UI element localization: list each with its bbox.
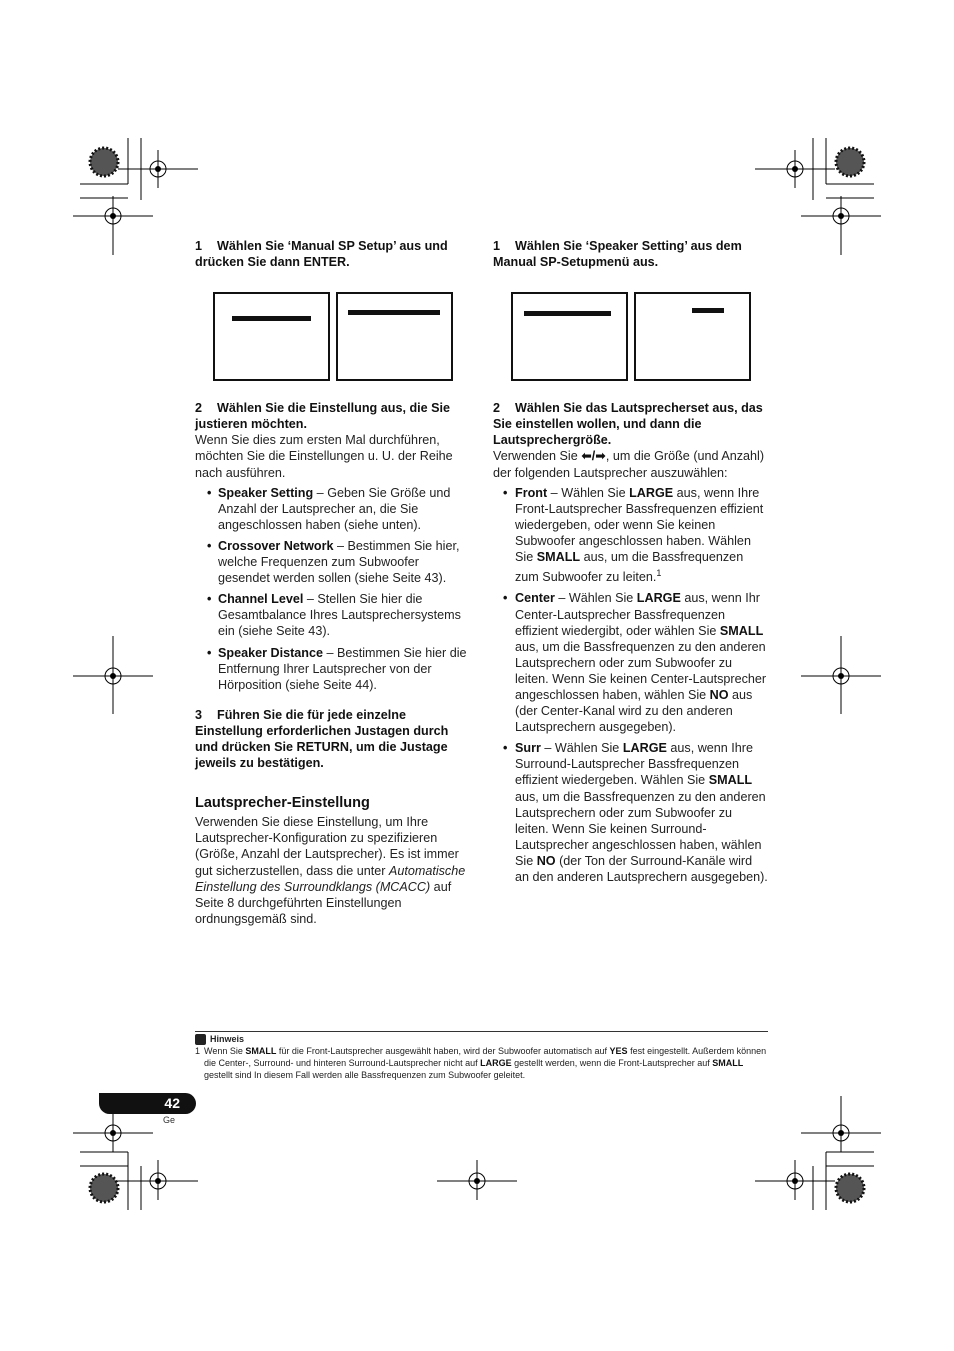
step-text: Führen Sie die für jede einzelne Einstellung erforderlichen Justagen durch und drücken Sie RETURN, um die Justage jeweils zu bestätigen.	[195, 707, 449, 771]
screen-display	[213, 292, 330, 381]
list-item	[195, 485, 470, 533]
language-code: Ge	[163, 1115, 176, 1125]
bold-term: SMALL	[719, 623, 764, 638]
footnote-number: 1	[195, 1046, 201, 1056]
bold-term: LARGE	[636, 591, 681, 606]
list-item	[195, 591, 470, 639]
step-text: Wählen Sie die Einstellung aus, die Sie justieren möchten.	[195, 401, 451, 432]
bullet-text: – Bestimmen Sie hier die Entfernung Ihrer Lautsprecher von der Hörposition (siehe Seite 44).	[218, 645, 467, 692]
right-step-1	[493, 238, 768, 270]
step-number: 2	[493, 401, 501, 416]
highlight-bar	[232, 316, 311, 321]
list-item	[493, 590, 768, 735]
bold-term: YES	[609, 1046, 628, 1056]
body-text: aus, wenn Ihr Center-Lautsprecher Bassfrequenzen effizient wiedergibt, oder wählen Sie	[515, 591, 760, 638]
body-text: gestellt sind In diesem Fall werden alle Bassfrequenzen zum Subwoofer geleitet.	[204, 1070, 526, 1080]
bold-term: LARGE	[622, 741, 667, 756]
bold-term: NO	[536, 853, 556, 868]
screen-display	[634, 292, 751, 381]
right-screens	[511, 292, 768, 382]
step-text: Wählen Sie das Lautsprecherset aus, das Sie einstellen wollen, und dann die Lautsprechergröße.	[493, 401, 763, 448]
right-column	[493, 238, 768, 890]
body-text: aus, wenn Ihre Front-Lautsprecher Bassfrequenzen effizient wiedergeben, oder wenn Sie keinen Subwoofer angeschlossen haben. Wählen Sie	[515, 485, 764, 565]
page-number: 42	[164, 1095, 180, 1111]
left-step-1	[195, 238, 470, 270]
body-text: Verwenden Sie	[493, 449, 582, 464]
bold-term: SMALL	[712, 1058, 744, 1068]
step-number: 2	[195, 401, 203, 416]
bullet-text: – Geben Sie Größe und Anzahl der Lautsprecher an, die Sie angeschlossen haben (siehe unten).	[218, 485, 451, 532]
body-text: aus, um die Bassfrequenzen zu den anderen Lautsprechern oder zum Subwoofer zu leiten. Wenn Sie keinen Center-Lautsprecher angeschlossen haben, wählen Sie	[515, 639, 767, 702]
bullet-term: Crossover Network	[218, 538, 334, 553]
footnote-body	[204, 1046, 766, 1080]
page-number-tab	[99, 1093, 196, 1114]
screen-display	[511, 292, 628, 381]
highlight-bar	[348, 310, 440, 315]
left-step-3	[195, 707, 470, 771]
left-step-2-body: Wenn Sie dies zum ersten Mal durchführen, möchten Sie die Einstellungen u. U. der Reihe nach ausführen.	[195, 433, 453, 480]
body-text: für die Front-Lautsprecher ausgewählt haben, wird der Subwoofer automatisch auf	[276, 1046, 610, 1056]
bold-term: LARGE	[480, 1058, 512, 1068]
body-text: – Wählen Sie	[547, 485, 630, 500]
list-item	[493, 485, 768, 586]
section-body	[195, 814, 470, 927]
body-text: aus, um die Bassfrequenzen zu den anderen Lautsprechern oder zum Subwoofer zu leiten. Wenn Sie keinen Surround-Lautsprecher angeschlossen haben, wählen Sie	[515, 789, 766, 868]
body-text: fest eingestellt. Außerdem können die Center-, Surround- und hinteren Surround-Lautsprecher nicht auf	[204, 1046, 767, 1068]
selection-indicator	[692, 308, 724, 313]
bold-term: SMALL	[245, 1046, 277, 1056]
settings-list	[195, 485, 470, 693]
note-pencil-icon	[195, 1034, 206, 1045]
bullet-term: Channel Level	[218, 592, 304, 607]
speaker-size-list	[493, 485, 768, 885]
body-text: aus, wenn Ihre Surround-Lautsprecher Bassfrequenzen effizient wiedergeben. Wählen Sie	[515, 741, 753, 788]
step-text: Wählen Sie ‘Speaker Setting’ aus dem Manual SP-Setupmenü aus.	[493, 239, 742, 270]
bold-term: SMALL	[708, 773, 753, 788]
body-text: aus, um die Bassfrequenzen zum Subwoofer zu leiten.	[515, 550, 744, 585]
body-text: auf Seite 8 durchgeführten Einstellungen ordnungsgemäß sind.	[195, 879, 452, 926]
bullet-text: – Stellen Sie hier die Gesamtbalance Ihres Lautsprechersystems ein (siehe Seite 43).	[218, 592, 461, 639]
footnote	[195, 1031, 768, 1081]
left-column	[195, 238, 470, 927]
bullet-term: Speaker Setting	[218, 485, 314, 500]
bold-term: NO	[709, 687, 729, 702]
body-text: , um die Größe (und Anzahl) der folgenden Lautsprecher auszuwählen:	[493, 449, 765, 480]
list-item	[195, 645, 470, 693]
left-screens	[213, 292, 470, 382]
step-number: 1	[195, 239, 203, 253]
bold-term: Front	[515, 485, 548, 500]
section-title: Lautsprecher-Einstellung	[195, 795, 370, 812]
list-item	[493, 740, 768, 885]
footnote-ref: 1	[656, 568, 662, 579]
right-step-2	[493, 400, 768, 448]
bold-term: Center	[515, 591, 555, 606]
bullet-text: – Bestimmen Sie hier, welche Frequenzen zum Subwoofer gesendet werden sollen (siehe Seite 43).	[218, 538, 460, 586]
list-item	[195, 538, 470, 586]
right-step-2-body	[493, 448, 768, 480]
body-text: Wenn Sie	[204, 1046, 246, 1056]
body-text: – Wählen Sie	[554, 591, 637, 606]
step-number: 3	[195, 707, 203, 722]
step-number: 1	[493, 239, 501, 253]
bold-term: LARGE	[629, 485, 674, 500]
bold-term: Surr	[515, 741, 541, 756]
note-heading	[195, 1033, 768, 1045]
body-text: gestellt werden, wenn die Front-Lautsprecher auf	[511, 1058, 713, 1068]
screen-display	[336, 292, 453, 381]
bold-term: SMALL	[536, 550, 581, 565]
body-text: aus (der Center-Kanal wird zu den anderen Lautsprechern ausgegeben).	[515, 687, 753, 735]
note-heading-text: Hinweis	[210, 1034, 245, 1044]
body-text: Verwenden Sie diese Einstellung, um Ihre Lautsprecher-Konfiguration zu spezifizieren (Größe, Anzahl der Lautsprecher). Es ist immer gut sicherzustellen, dass die unter	[195, 815, 459, 878]
left-step-2	[195, 400, 470, 432]
bullet-term: Speaker Distance	[218, 645, 324, 660]
left-right-arrows-icon: ⬅/➡	[581, 449, 606, 464]
body-text: (der Ton der Surround-Kanäle wird an den anderen Lautsprechern ausgegeben).	[515, 853, 768, 884]
footnote-text	[195, 1045, 768, 1081]
step-text: Wählen Sie ‘Manual SP Setup’ aus und drücken Sie dann ENTER.	[195, 239, 448, 270]
body-text: – Wählen Sie	[540, 741, 623, 756]
highlight-bar	[524, 311, 611, 316]
body-italic: Automatische Einstellung des Surroundklangs (MCACC)	[195, 863, 466, 894]
